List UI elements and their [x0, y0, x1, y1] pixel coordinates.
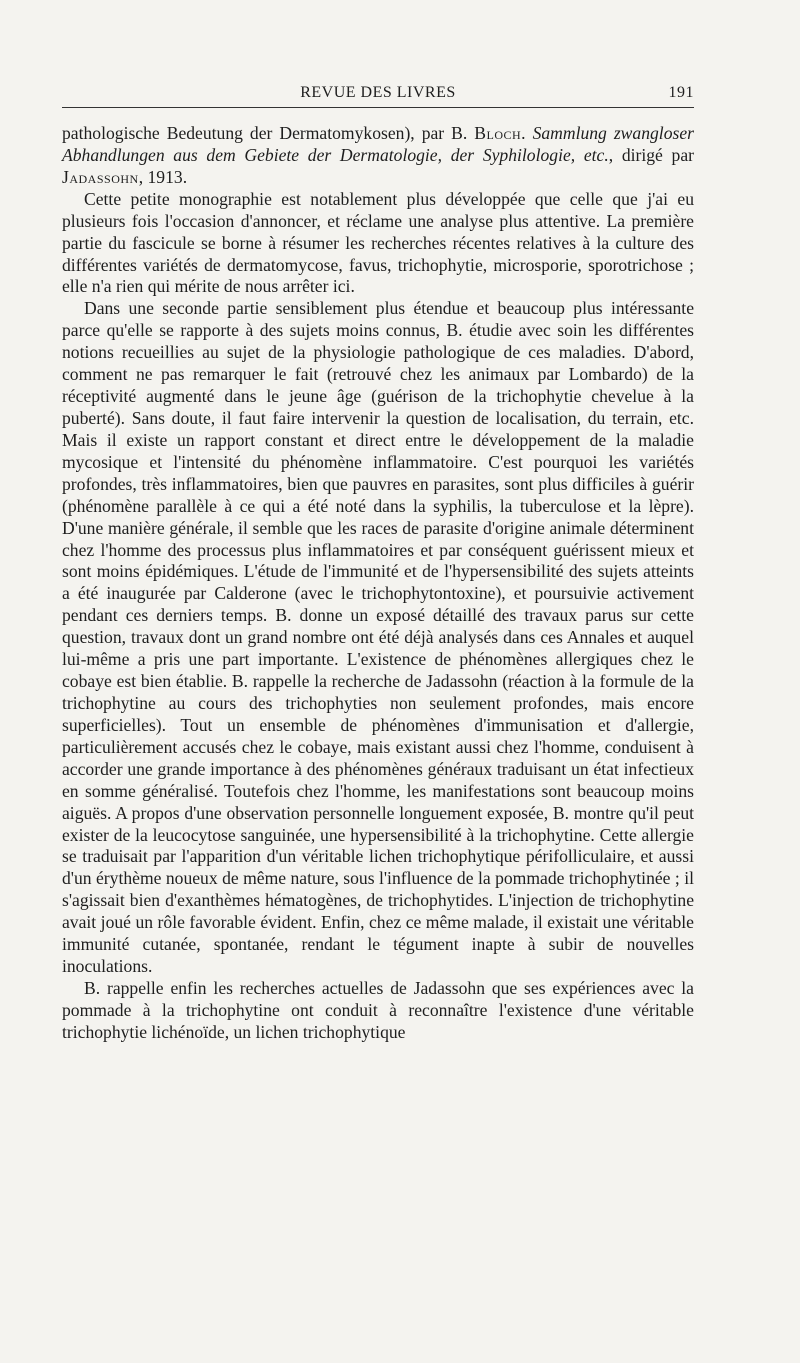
- paragraph-citation: [62, 123, 694, 189]
- page-number: 191: [668, 84, 694, 101]
- running-title: REVUE DES LIVRES: [300, 84, 456, 101]
- editor-name: Jadassohn: [62, 166, 139, 187]
- work-title: Sammlung zwangloser Abhandlungen aus dem Gebiete der Dermatologie, der Syphilologie, etc.: [62, 123, 694, 165]
- article-body: [62, 123, 694, 1044]
- citation-editor-intro: , dirigé par: [608, 144, 694, 165]
- paragraph-3: B. rappelle enfin les recherches actuelles de Jadassohn que ses expériences avec la pommade à la trichophytine ont conduit à reconnaître l'existence d'une véritable trichophytie lichénoïde, un lichen trichophytique: [62, 977, 694, 1042]
- citation-separator: .: [521, 123, 533, 143]
- paragraph-2: Dans une seconde partie sensiblement plus étendue et beaucoup plus intéressante parce qu'elle se rapporte à des sujets moins connus, B. étudie avec soin les différentes notions recueillies au sujet de la physiologie pathologique de ces maladies. D'abord, comment ne pas remarquer le fait (retrouvé chez les animaux par Lombardo) de la réceptivité augmenté dans le jeune âge (guérison de la trichophytie chevelue à la puberté). Sans doute, il faut faire intervenir la question de localisation, du terrain, etc. Mais il existe un rapport constant et direct entre le développement de la maladie mycosique et l'intensité du phénomène inflammatoire. C'est pourquoi les variétés profondes, très inflammatoires, bien que pauvres en parasites, sont plus difficiles à guérir (phénomène parallèle à ce qui a été noté dans la syphilis, la tuberculose et la lèpre). D'une manière générale, il semble que les races de parasite d'origine animale déterminent chez l'homme des processus plus inflammatoires et par conséquent guérissent mieux et sont moins épidémiques. L'étude de l'immunité et de l'hypersensibilité des sujets atteints a été inaugurée par Calderone (avec le trichophytontoxine), et poursuivie activement pendant ces derniers temps. B. donne un exposé détaillé des travaux parus sur cette question, travaux dont un grand nombre ont été déjà analysés dans ces Annales et auquel lui-même a pris une part importante. L'existence de phénomènes allergiques chez le cobaye est bien établie. B. rappelle la recherche de Jadassohn (réaction à la formule de la trichophytine au cours des trichophyties non seulement profondes, mais encore superficielles). Tout un ensemble de phénomènes d'immunisation et d'allergie, particulièrement accusés chez le cobaye, mais existant aussi chez l'homme, conduisent à accorder une grande importance à des phénomènes généraux traduisant un état infectieux en somme généralisé. Toutefois chez l'homme, les manifestations sont beaucoup moins aiguës. A propos d'une observation personnelle longuement exposée, B. montre qu'il peut exister de la leucocytose sanguinée, une hypersensibilité à la trichophytine. Cette allergie se traduisait par l'apparition d'un véritable lichen trichophytique périfolliculaire, et aussi d'un érythème noueux de même nature, sous l'influence de la pommade trichophytinée ; il s'agissait bien d'exanthèmes hématogènes, de trichophytides. L'injection de trichophytine avait joué un rôle favorable évident. Enfin, chez ce même malade, il existait une véritable immunité cutanée, spontanée, rendant le tégument inapte à subir de nouvelles inoculations.: [62, 298, 694, 977]
- paragraph-1: Cette petite monographie est notablement plus développée que celle que j'ai eu plusieurs fois l'occasion d'annoncer, et réclame une analyse plus attentive. La première partie du fascicule se borne à résumer les recherches récentes relatives à la culture des différentes variétés de dermatomycose, favus, trichophytie, microsporie, sporotrichose ; elle n'a rien qui mérite de nous arrêter ici.: [62, 188, 694, 297]
- author-name: Bloch: [474, 123, 522, 143]
- citation-year: , 1913.: [138, 166, 188, 187]
- citation-text: pathologische Bedeutung der Dermatomykosen), par B.: [62, 123, 475, 143]
- header-rule: [62, 107, 694, 108]
